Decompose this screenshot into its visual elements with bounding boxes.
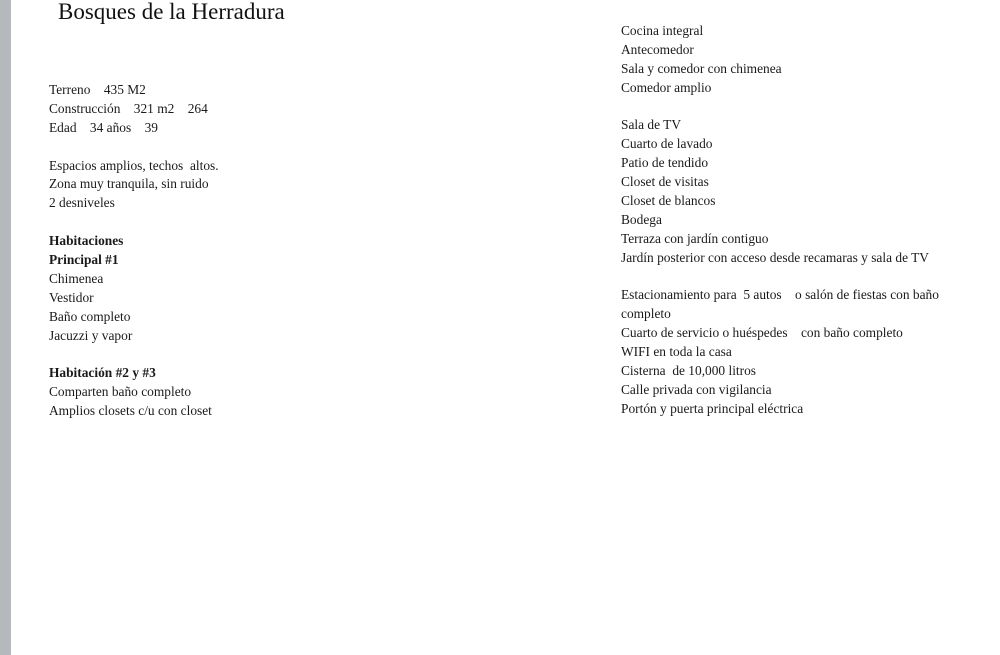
amenity-line: Sala y comedor con chimenea	[621, 60, 782, 76]
feature-line: 2 desniveles	[49, 195, 115, 211]
amenity-line: Cisterna de 10,000 litros	[621, 363, 757, 379]
amenity-line: Jardín posterior con acceso desde recamaras y sala de TV	[621, 249, 929, 265]
amenity-line: Bodega	[621, 211, 662, 227]
amenity-line: Cuarto de servicio o huéspedes con baño completo	[621, 325, 903, 341]
lot-size: Terreno 435 M2	[49, 82, 146, 97]
amenity-line: Comedor amplio	[621, 79, 712, 95]
rooms-2-3-item: Comparten baño completo	[49, 384, 192, 400]
amenity-line: Patio de tendido	[621, 155, 709, 171]
spacer	[49, 213, 219, 232]
right-column	[621, 22, 939, 419]
property-age: Edad 34 años 39	[49, 119, 158, 135]
rooms-2-3-item: Amplios closets c/u con closet	[49, 403, 212, 419]
amenity-line: Terraza con jardín contiguo	[621, 230, 769, 246]
amenity-line: WIFI en toda la casa	[621, 344, 732, 360]
amenity-line: Closet de visitas	[621, 174, 709, 190]
document-title: Bosques de la Herradura	[58, 0, 285, 24]
amenity-line: Portón y puerta principal eléctrica	[621, 400, 804, 416]
spacer	[621, 268, 939, 287]
feature-line: Espacios amplios, techos altos.	[49, 157, 219, 173]
main-room-item: Baño completo	[49, 308, 131, 324]
main-room-item: Jacuzzi y vapor	[49, 327, 133, 343]
amenity-line: Antecomedor	[621, 41, 694, 57]
construction-size: Construcción 321 m2 264	[49, 100, 208, 116]
main-room-item: Chimenea	[49, 270, 104, 286]
amenity-line: Sala de TV	[621, 117, 681, 133]
amenity-line: Closet de blancos	[621, 193, 716, 209]
amenity-line: Calle privada con vigilancia	[621, 381, 772, 397]
amenity-line: Cuarto de lavado	[621, 136, 713, 152]
window-left-edge	[0, 0, 11, 655]
feature-line: Zona muy tranquila, sin ruido	[49, 176, 209, 192]
spacer	[49, 138, 219, 157]
left-column	[49, 81, 219, 421]
amenity-line: Estacionamiento para 5 autos o salón de fiestas con baño	[621, 287, 939, 303]
rooms-2-3-heading: Habitación #2 y #3	[49, 365, 156, 381]
spacer	[49, 345, 219, 364]
spacer	[621, 98, 939, 117]
main-room-heading: Principal #1	[49, 252, 119, 268]
main-room-item: Vestidor	[49, 289, 94, 305]
amenity-line: completo	[621, 306, 671, 322]
rooms-heading: Habitaciones	[49, 233, 124, 249]
amenity-line: Cocina integral	[621, 23, 704, 38]
